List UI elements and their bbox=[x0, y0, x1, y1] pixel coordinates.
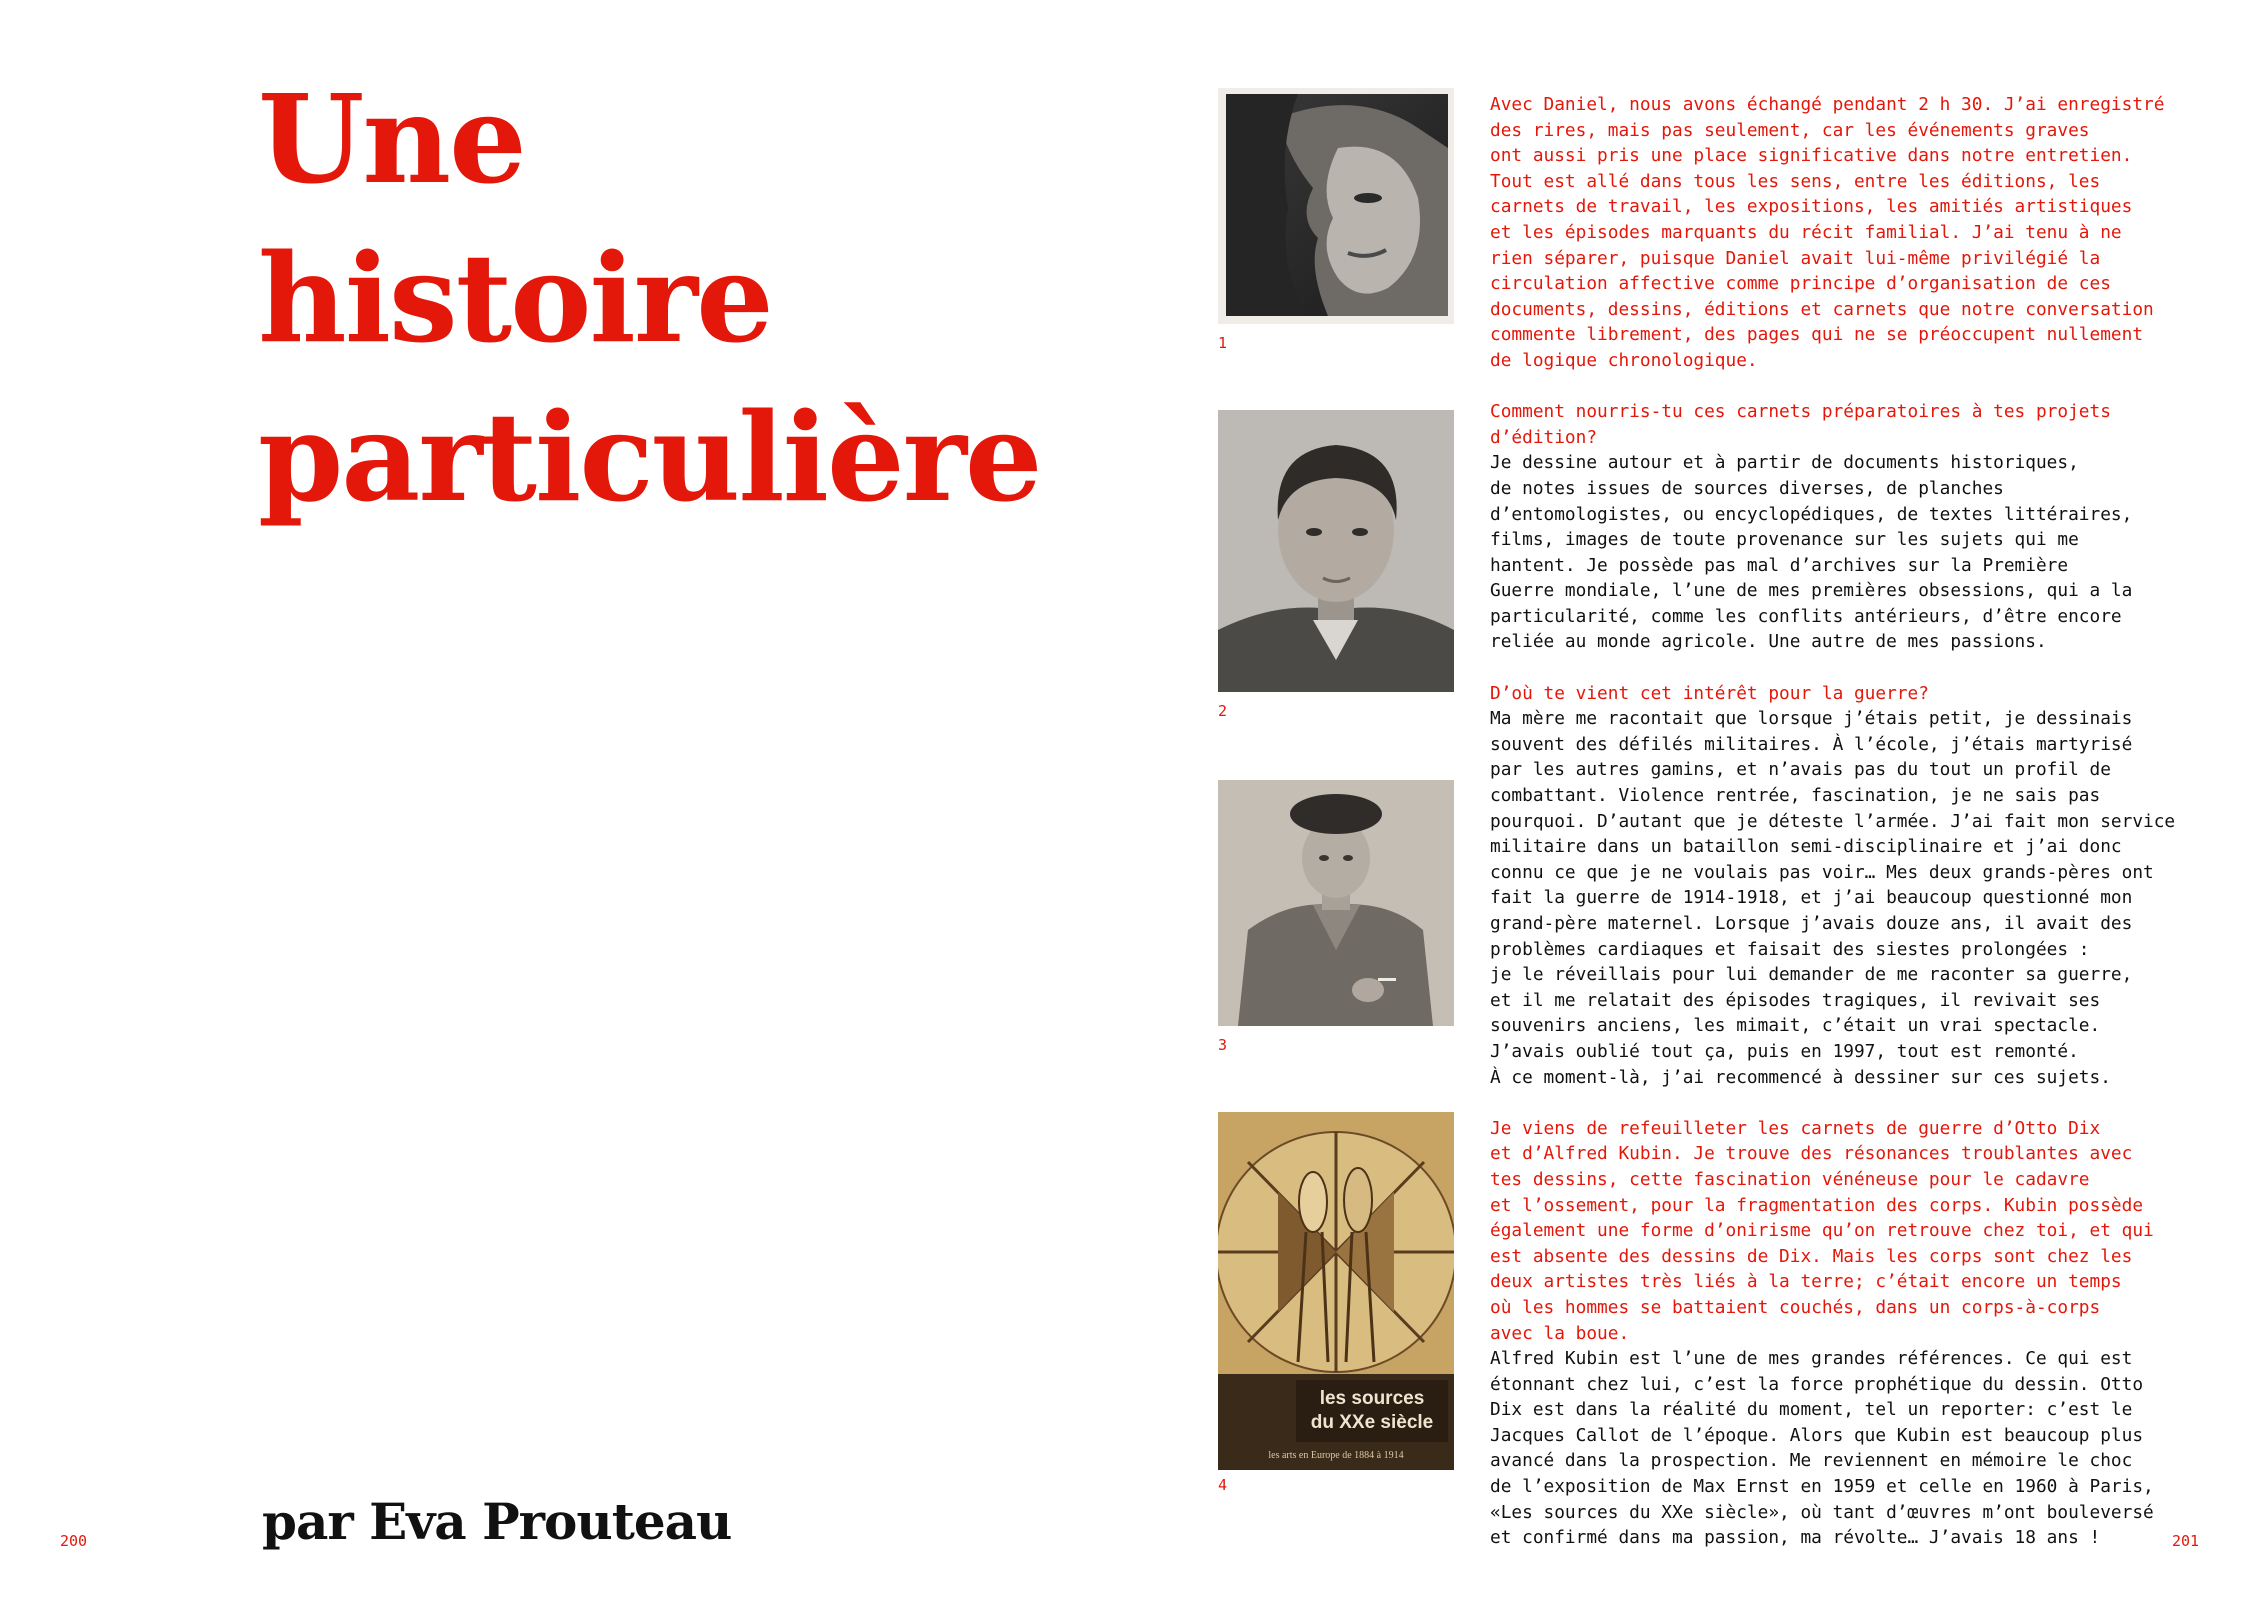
figure-caption-1: 1 bbox=[1218, 334, 1228, 352]
answer-3: Alfred Kubin est l’une de mes grandes références. Ce qui est étonnant chez lui, c’est la force prophétique du dessin. Otto Dix est dans la réalité du moment, tel un reporter: c’est le Jacques Callot de l’époque. Alors que Kubin est beaucoup plus avancé dans la prospection. Me reviennent en mémoire le choc de l’exposition de Max Ernst en 1959 et celle en 1960 à Paris, «Les sources du XXe siècle», où tant d’œuvres m’ont bouleversé et confirmé dans ma passion, ma révolte… J’avais 18 ans ! bbox=[1490, 1348, 2154, 1549]
woman-portrait-image bbox=[1218, 88, 1454, 324]
photo-3-young-man-portrait bbox=[1218, 780, 1454, 1026]
book-cover-title-line-1: les sources bbox=[1319, 1388, 1425, 1409]
title-line-2: histoire bbox=[258, 226, 772, 370]
page-number-left: 200 bbox=[60, 1532, 88, 1550]
question-1: Comment nourris-tu ces carnets préparatoires à tes projets d’édition? bbox=[1490, 401, 2111, 448]
question-2: D’où te vient cet intérêt pour la guerre? bbox=[1490, 682, 1929, 704]
article-title bbox=[258, 60, 1041, 537]
title-line-3: particulière bbox=[258, 385, 1041, 529]
title-line-1: Une bbox=[258, 67, 525, 211]
figure-caption-3: 3 bbox=[1218, 1036, 1228, 1054]
intro-paragraph: Avec Daniel, nous avons échangé pendant 2 h 30. J’ai enregistré des rires, mais pas seulement, car les événements graves ont aussi pris une place significative dans notre entretien. Tout est allé dans tous les sens, entre les éditions, les carnets de travail, les expositions, les amitiés artistiques et les épisodes marquants du récit familial. J’ai tenu à ne rien séparer, puisque Daniel avait lui-même privilégié la circulation affective comme principe d’organisation de ces documents, dessins, éditions et carnets que notre conversation commente librement, des pages qui ne se préoccupent nullement de logique chronologique. bbox=[1490, 94, 2165, 371]
book-cover-subtitle: les arts en Europe de 1884 à 1914 bbox=[1268, 1450, 1404, 1461]
boy-portrait-image bbox=[1218, 410, 1454, 692]
author-byline: par Eva Prouteau bbox=[262, 1492, 732, 1551]
photo-1-woman-portrait bbox=[1218, 88, 1454, 324]
interview-text bbox=[1490, 92, 2210, 1551]
figure-caption-2: 2 bbox=[1218, 702, 1228, 720]
answer-1: Je dessine autour et à partir de documents historiques, de notes issues de sources diverses, de planches d’entomologistes, ou encyclopédiques, de textes littéraires, films, images de toute provenance sur les sujets qui me hantent. Je possède pas mal d’archives sur la Première Guerre mondiale, l’une de mes premières obsessions, qui a la particularité, comme les conflits antérieurs, d’être encore reliée au monde agricole. Une autre de mes passions. bbox=[1490, 452, 2133, 653]
photo-4-book-cover bbox=[1218, 1112, 1454, 1470]
book-cover-image bbox=[1218, 1112, 1454, 1470]
figure-caption-4: 4 bbox=[1218, 1476, 1228, 1494]
answer-2: Ma mère me racontait que lorsque j’étais petit, je dessinais souvent des défilés militaires. À l’école, j’étais martyrisé par les autres gamins, et n’avais pas du tout un profil de combattant. Violence rentrée, fascination, je ne sais pas pourquoi. D’autant que je déteste l’armée. J’ai fait mon service militaire dans un bataillon semi-disciplinaire et j’ai donc connu ce que je ne voulais pas voir… Mes deux grands-pères ont fait la guerre de 1914-1918, et j’ai beaucoup questionné mon grand-père maternel. Lorsque j’avais douze ans, il avait des problèmes cardiaques et faisait des siestes prolongées : je le réveillais pour lui demander de me raconter sa guerre, et il me relatait des épisodes tragiques, il revivait ses souvenirs anciens, les mimait, c’était un vrai spectacle. J’avais oublié tout ça, puis en 1997, tout est remonté. À ce moment-là, j’ai recommencé à dessiner sur ces sujets. bbox=[1490, 708, 2176, 1088]
page-number-right: 201 bbox=[2172, 1532, 2200, 1550]
young-man-portrait-image bbox=[1218, 780, 1454, 1026]
book-cover-title-line-2: du XXe siècle bbox=[1310, 1412, 1434, 1433]
photo-2-boy-portrait bbox=[1218, 410, 1454, 692]
question-3: Je viens de refeuilleter les carnets de guerre d’Otto Dix et d’Alfred Kubin. Je trouve des résonances troublantes avec tes dessins, cette fascination vénéneuse pour le cadavre et l’ossement, pour la fragmentation des corps. Kubin possède également une forme d’onirisme qu’on retrouve chez toi, et qui est absente des dessins de Dix. Mais les corps sont chez les deux artistes très liés à la terre; c’était encore un temps où les hommes se battaient couchés, dans un corps-à-corps avec la boue. bbox=[1490, 1117, 2154, 1344]
